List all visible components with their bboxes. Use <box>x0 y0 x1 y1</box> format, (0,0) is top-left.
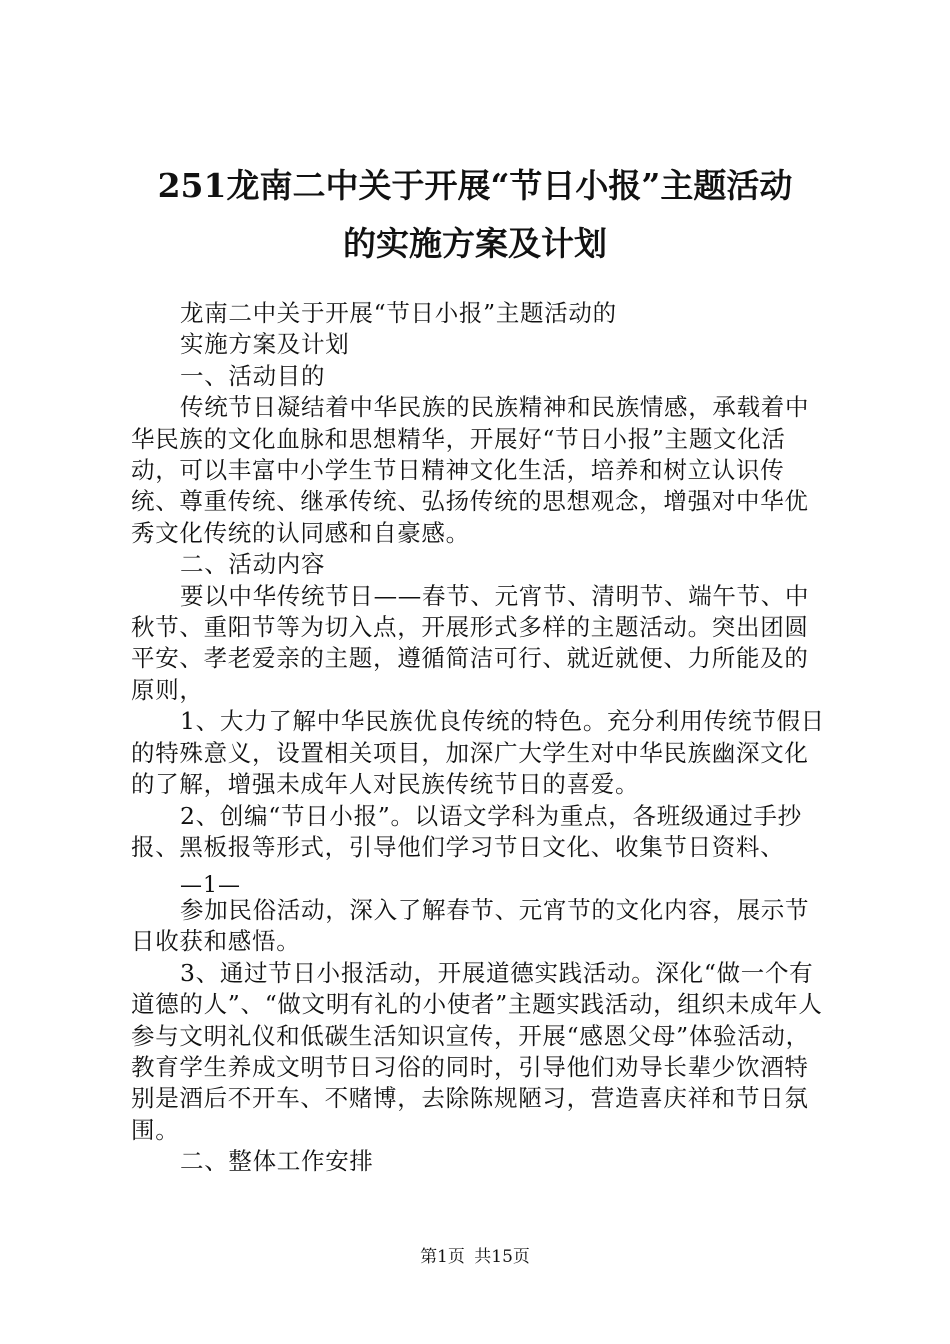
section-heading-arrangement: 二、整体工作安排 <box>180 1147 374 1176</box>
section-heading-content: 二、活动内容 <box>180 550 326 579</box>
document-title-line-2: 的实施方案及计划 <box>343 224 607 263</box>
page-separator: —1— <box>180 873 241 898</box>
footer-page-number: 第1页 <box>420 1247 465 1267</box>
paragraph-purpose: 传统节日凝结着中华民族的民族精神和民族情感，承载着中华民族的文化血脉和思想精华，开展好“节日小报”主题文化活动，可以丰富中小学生节日精神文化生活，培养和树立认识传统、尊重传统、继承传统、弘扬传统的思想观念，增强对中华优秀文化传统的认同感和自豪感。 <box>131 393 810 547</box>
subtitle-line-2: 实施方案及计划 <box>180 330 350 359</box>
section-heading-purpose: 一、活动目的 <box>180 361 326 390</box>
body-section-2 <box>131 895 831 1178</box>
paragraph-item-3: 3、通过节日小报活动，开展道德实践活动。深化“做一个有道德的人”、“做文明有礼的小使者”主题实践活动，组织未成年人参与文明礼仪和低碳生活知识宣传，开展“感恩父母”体验活动，教育学生养成文明节日习俗的同时，引导他们劝导长辈少饮酒特别是酒后不开车、不赌博，去除陈规陋习，营造喜庆祥和节日氛围。 <box>131 958 823 1144</box>
paragraph-item-2: 2、创编“节日小报”。以语文学科为重点，各班级通过手抄报、黑板报等形式，引导他们学习节日文化、收集节日资料、 <box>131 801 802 861</box>
footer-page-total: 共15页 <box>474 1247 530 1267</box>
subtitle-line-1: 龙南二中关于开展“节日小报”主题活动的 <box>180 299 617 327</box>
body-section-1 <box>131 298 831 863</box>
paragraph-item-2-continued: 参加民俗活动，深入了解春节、元宵节的文化内容，展示节日收获和感悟。 <box>131 896 810 956</box>
page-footer <box>0 1242 950 1267</box>
document-title-line-1: 251龙南二中关于开展“节日小报”主题活动 <box>157 166 793 205</box>
paragraph-content: 要以中华传统节日——春节、元宵节、清明节、端午节、中秋节、重阳节等为切入点，开展形式多样的主题活动。突出团圆平安、孝老爱亲的主题，遵循简洁可行、就近就便、力所能及的原则， <box>131 581 810 704</box>
paragraph-item-1: 1、大力了解中华民族优良传统的特色。充分利用传统节假日的特殊意义，设置相关项目，加深广大学生对中华民族幽深文化的了解，增强未成年人对民族传统节日的喜爱。 <box>131 707 825 799</box>
